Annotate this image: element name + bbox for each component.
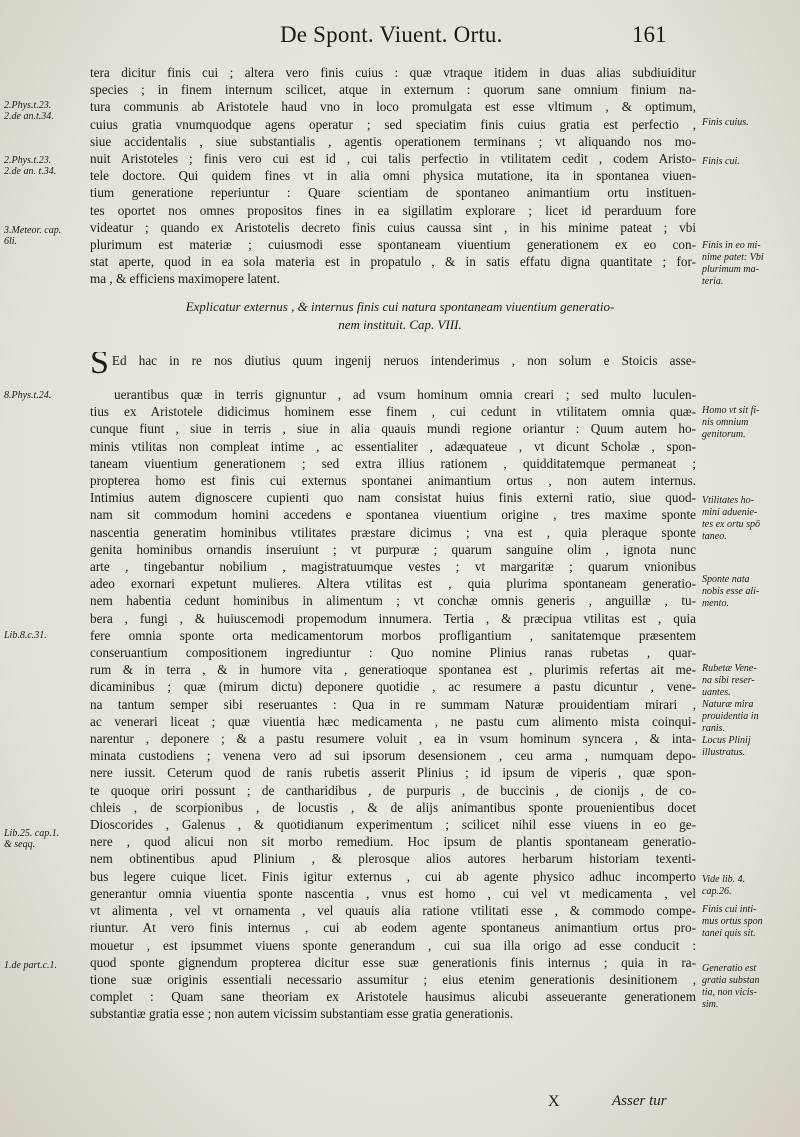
- page-footer: [0, 1093, 800, 1117]
- text-line: tium generatione reperiuntur : Quare scientiam de spontaneo animantium ortu instituen-: [90, 185, 696, 201]
- catchword: Asser tur: [612, 1093, 667, 1109]
- text-line: species ; in finem internum scilicet, atque in externum : quorum sane omnium finium na-: [90, 82, 696, 98]
- text-line: substantiæ gratia esse ; non autem vicissim substantiam esse gratia generationis.: [90, 1006, 514, 1022]
- text-line: stat aperte, quod in ea sola materia est in propatulo , & in satis effatu digna quantitate ; for-: [90, 254, 696, 270]
- text-line: propterea homo est finis cui externus spontanei animantium ortus , non autem internus.: [90, 473, 696, 489]
- text-line: [90, 352, 696, 386]
- chapter-heading: [110, 298, 690, 334]
- text-line: dicaminibus ; quæ (mirum dictu) deponere quotidie , ac resumere a pastu dicuntur , vene-: [90, 679, 696, 695]
- margin-gloss: Finis cui.: [702, 156, 740, 167]
- margin-citation: Lib.8.c.31.: [4, 630, 47, 641]
- margin-citation: 2.Phys.t.23. 2.de an.t.34.: [4, 100, 54, 122]
- text-line: nere , quod alicui non sit morbo remedium. Hoc ipsum de plantis spontaneam generatio-: [90, 834, 696, 850]
- margin-citation: 8.Phys.t.24.: [4, 390, 52, 401]
- margin-gloss: Finis in eo mi- nime patet: Vbi plurimum ma- teria.: [702, 240, 764, 287]
- text-line: complet : Quam sane theoriam ex Aristotele hausimus alicubi asseuerante generationem: [90, 989, 696, 1005]
- text-line: quod sponte gignendum propterea dicitur esse suæ generationis finis internus ; quia in ra-: [90, 954, 696, 970]
- margin-citation: 1.de part.c.1.: [4, 960, 58, 971]
- right-margin-notes: [702, 0, 798, 1137]
- text-line: fere omnia sponte orta medicamentorum morbos profligantium , sanitatemque præsentem: [90, 627, 696, 643]
- drop-cap: S: [90, 352, 109, 381]
- text-line: videatur ; quando ex Aristotelis decreto finis cuius caussa sint , in his minime pateat ; vbi: [90, 219, 696, 235]
- text-line: Dioscorides , Galenus , & quotidianum experimentum ; scilicet nihil esse viuens in eo ge-: [90, 817, 696, 833]
- signature-mark: X: [548, 1093, 560, 1110]
- text-line: uerantibus quæ in terris gignuntur , ad vsum hominum omnia creari ; sed multo luculen-: [114, 387, 696, 402]
- text-line: vt alimenta , vel vt ornamenta , vel quauis alia ratione vtilitati esse , & commodo compe-: [90, 903, 696, 919]
- text-line: ac venerari liceat ; quæ viuentia hæc medicamenta , ne pastu cum alimento mista coinqui-: [90, 713, 696, 729]
- text-line: bera , fungi , & huiuscemodi propemodum innumera. Tertia , & præcipua vtilitas est , quia: [90, 610, 696, 626]
- running-title: De Spont. Viuent. Ortu.: [280, 22, 503, 47]
- text-line: tera dicitur finis cui ; altera vero finis cuius : quæ vtraque itidem in duas alias subdiuiditur: [90, 65, 696, 80]
- chapter-body: [90, 352, 696, 1023]
- margin-citation: 2.Phys.t.23. 2.de an. t.34.: [4, 155, 57, 177]
- text-line: nem habentia cedunt hominibus in alimentum ; vt conchæ omnis generis , anguillæ , tu-: [90, 593, 696, 609]
- margin-gloss: Generatio est gratia substan tia, non vicis- sim.: [702, 963, 760, 1010]
- text-line: siue accidentalis , siue substantialis , agentis operationem terminans ; vt aliquando nos mo-: [90, 133, 696, 149]
- text-line: narentur , deponere ; & a pastu resumere voluit , ea in vsum hominum syncera , & inta-: [90, 731, 696, 747]
- text-line: cuius gratia vnumquodque agens operatur ; sed speciatim finis cuius gratia est perfectio ,: [90, 116, 696, 132]
- left-margin-notes: [4, 0, 88, 1137]
- text-line: generantur omnia viuentia sponte nascentia , vnus est homo , cui vel vt medicamenta , vel: [90, 885, 696, 901]
- text-line: plurimum est materiæ ; cuiusmodi esse spontaneam viuentium generationem ex eo con-: [90, 237, 696, 253]
- page-number: 161: [632, 22, 667, 47]
- text-line: bus legere cuique licet. Finis igitur externus , cui ab agente physico adhuc incomperto: [90, 868, 696, 884]
- chapter-heading-line: nem instituit. Cap. VIII.: [338, 317, 462, 332]
- text-line: chleis , de scorpionibus , de locustis , & de alijs animantibus sponte prouenientibus docet: [90, 799, 696, 815]
- margin-gloss: Finis cui inti- mus ortus spon tanei quis sit.: [702, 904, 763, 939]
- margin-gloss: Homo vt sit fi- nis omnium genitorum.: [702, 405, 760, 440]
- margin-gloss: Vtilitates ho- mini aduenie- tes ex ortu spō taneo.: [702, 495, 761, 542]
- text-line: nere iussit. Ceterum quod de ranis rubetis asserit Plinius ; id ipsum de viperis , quæ spon-: [90, 765, 696, 781]
- text-line: na tantum semper sibi reseruantes : Qua in re summam Naturæ prouidentiam mirari ,: [90, 696, 696, 712]
- text-line: nem obtinentibus apud Plinium , & plerosque alios autores herbarum historiam texenti-: [90, 851, 696, 867]
- chapter-heading-line: Explicatur externus , & internus finis cui natura spontaneam viuentium generatio-: [185, 299, 615, 314]
- text-line-content: Ed hac in re nos diutius quum ingenij neruos intenderimus , non solum e Stoicis asse-: [111, 353, 696, 368]
- margin-gloss: Sponte nata nobis esse ali- mento.: [702, 574, 760, 609]
- text-line: adeo exornari expetunt mulieres. Altera vtilitas est , quia plurima spontaneam generatio-: [90, 576, 696, 592]
- intro-paragraph: [90, 64, 696, 288]
- text-line: ma , & efficiens maximopere latent.: [90, 271, 280, 287]
- text-line: nuit Aristoteles ; finis vero cui est id , cui talis perfectio in vtilitatem cedit , codem Aristo-: [90, 151, 696, 167]
- margin-gloss: Rubetæ Vene- na sibi reser- uantes. Naturæ mira prouidentia in ranis. Locus Plinij illustratus.: [702, 663, 759, 758]
- text-line: te quoque oriri possunt ; de cantharidibus , de purpuris , de buccinis , de cionijs , de co-: [90, 782, 696, 798]
- text-line: genita hominibus ornandis inseruiunt ; vt purpuræ ; quarum sanguine olim , ignota nunc: [90, 541, 696, 557]
- text-line: minata custodiens ; venena vero ad sui ipsorum desensionem , ceu arma , numquam depo-: [90, 748, 696, 764]
- margin-gloss: Vide lib. 4. cap.26.: [702, 874, 746, 897]
- text-line: mouetur , est ipsummet viuens sponte generandum , cui sua illa origo ad esse conducit :: [90, 937, 696, 953]
- text-line: tione suæ originis essentiali necessario assumitur ; eius etenim generationis desinitionem ,: [90, 971, 696, 987]
- text-line: tes oportet nos omnes propositos fines in ea sigillatim explorare ; licet id perarduum fore: [90, 202, 696, 218]
- text-line: rum & in terra , & in humore vita , generatioque spontanea est , plurimis refertas ait me-: [90, 662, 696, 678]
- text-line: nam sit commodum homini accedens e spontanea viuentium origine , tres maxime sponte: [90, 507, 696, 523]
- text-line: tius ex Aristotele didicimus hominem esse finem , cui cedunt in vtilitatem omnia quæ-: [90, 404, 696, 420]
- margin-citation: 3.Meteor. cap. 6li.: [4, 225, 62, 247]
- text-line: cunque fiunt , siue in terris , siue in alia quauis mundi regione oriantur : Quum autem ho-: [90, 421, 696, 437]
- text-line: taneam viuentium generationem ; sed extra illius rationem , quidditatemque permaneat ;: [90, 455, 696, 471]
- text-line: riuntur. At vero finis internus , cui ab eodem agente spontaneus animantium ortus pro-: [90, 920, 696, 936]
- margin-citation: Lib.25. cap.1. & seqq.: [4, 828, 60, 850]
- text-line: arte , tingebantur nobilium , magistratuumque vestes ; vt margaritæ ; quarum vnionibus: [90, 559, 696, 575]
- text-line: conseruantium compositionem ingrediuntur : Quo nomine Plinius ranas rubetas , quar-: [90, 645, 696, 661]
- text-line: nascentia generatim hominibus vtilitates præstare dicimus ; vna est , quia pleraque sponte: [90, 524, 696, 540]
- margin-gloss: Finis cuius.: [702, 117, 749, 128]
- text-line: tele doctore. Qui quidem fines vt in alia omni physica mutatione, ita in spontanea viuen-: [90, 168, 696, 184]
- text-line: tura communis ab Aristotele haud vno in loco promulgata est esse vltimum , & optimum,: [90, 99, 696, 115]
- text-line: minis vtilitas non compleat intime , ac essentialiter , adæquateue , vt dicunt Scholæ , spon-: [90, 438, 696, 454]
- text-line: Intimius autem dignoscere cupienti quo nam consistat huius finis externi ratio, siue quod-: [90, 490, 696, 506]
